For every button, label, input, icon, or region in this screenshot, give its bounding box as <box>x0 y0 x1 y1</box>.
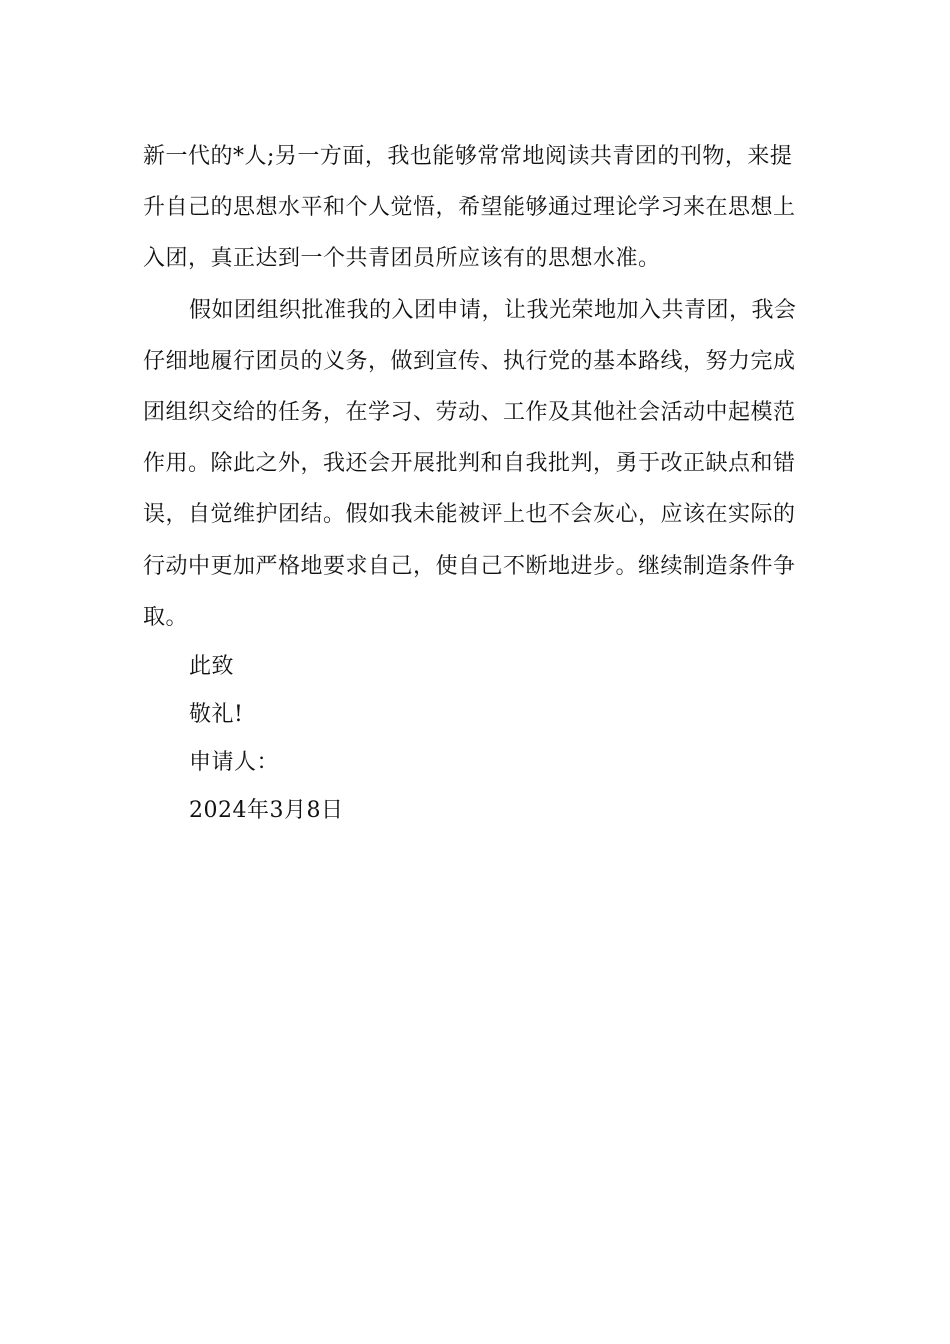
paragraph-continuation <box>143 131 807 285</box>
letter-date: 2024年3月8日 <box>189 798 344 824</box>
text-line: 团组织交给的任务，在学习、劳动、工作及其他社会活动中起模范 <box>143 400 796 426</box>
text-line: 假如团组织批准我的入团申请，让我光荣地加入共青团，我会 <box>189 297 797 323</box>
paragraph-commitment <box>143 285 807 643</box>
text-line: 入团，真正达到一个共青团员所应该有的思想水准。 <box>143 246 661 272</box>
text-line: 误，自觉维护团结。假如我未能被评上也不会灰心，应该在实际的 <box>143 502 796 528</box>
text-line: 新一代的*人;另一方面，我也能够常常地阅读共青团的刊物，来提 <box>143 144 793 169</box>
text-line: 取。 <box>143 604 189 630</box>
letter-body <box>143 131 807 835</box>
text-line: 升自己的思想水平和个人觉悟，希望能够通过理论学习来在思想上 <box>143 195 796 221</box>
text-line: 行动中更加严格地要求自己，使自己不断地进步。继续制造条件争 <box>143 553 796 579</box>
text-line: 仔细地履行团员的义务，做到宣传、执行党的基本路线，努力完成 <box>143 348 796 374</box>
closing-regards: 敬礼! <box>189 702 244 728</box>
closing-salutation: 此致 <box>189 654 235 680</box>
text-line: 作用。除此之外，我还会开展批判和自我批判，勇于改正缺点和错 <box>143 451 796 477</box>
applicant-label: 申请人： <box>189 750 280 776</box>
